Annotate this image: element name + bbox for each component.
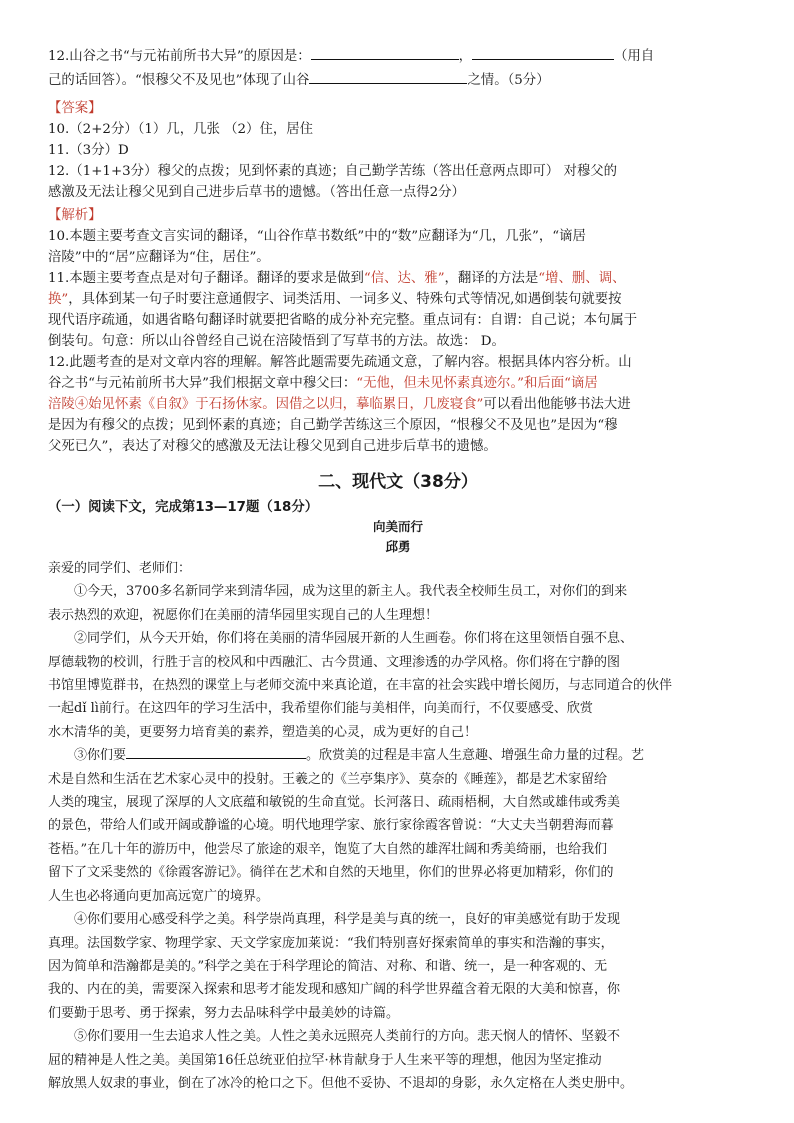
article-greeting: 亲爱的同学们、老师们： (48, 561, 192, 576)
article-body (48, 557, 748, 1095)
para-4-line3: 因为简单和浩瀚都是美的。”科学之美在于科学理论的简洁、对称、和谐、统一，是一种客观的、无 (48, 958, 608, 974)
para-2-line2: 厚德载物的校训，行胜于言的校风和中西融汇、古今贯通、文理渗透的办学风格。你们将在宁静的图 (48, 654, 621, 670)
para-3-line2: 术是自然和生活在艺术家心灵中的投射。王羲之的《兰亭集序》、莫奈的《睡莲》，都是艺术家留给 (48, 771, 608, 787)
section-title: 二、现代文（38分） (318, 472, 478, 492)
para-3-line5: 苍梧。”在几十年的游历中，他尝尽了旅途的艰辛，饱览了大自然的雄浑壮阔和秀美绮丽，也给我们 (48, 841, 608, 857)
para-3-line1: ③你们要 。欣赏美的过程是丰富人生意趣、增强生命力量的过程。艺 (48, 744, 748, 767)
analysis-11-line4: 倒装句。句意：所以山谷曾经自己说在涪陵悟到了写草书的方法。故选： D。 (48, 334, 505, 349)
answer-section (48, 98, 748, 203)
analysis-10-line1: 10.本题主要考查文言实词的翻译，“山谷作草书数纸”中的“数”应翻译为“几，几张”，“谪居 (48, 229, 586, 244)
para-5-line3: 解放黑人奴隶的事业，倒在了冰冷的枪口之下。但他不妥协、不退却的身影，永久定格在人类史册中。 (48, 1075, 634, 1091)
para-3-line3: 人类的瑰宝，展现了深厚的人文底蕴和敏锐的生命直觉。长河落日、疏雨梧桐，大自然或雄伟或秀美 (48, 795, 621, 811)
analysis-12-line3: 涪陵④始见怀素《自叙》于石扬休家。因借之以归，摹临累日，几废寝食”可以看出他能够书法大进 (48, 397, 631, 412)
answer-11: 11.（3分）D (48, 143, 129, 158)
article-title: 向美而行 (372, 519, 423, 534)
para-1-line1: ①今天，3700多名新同学来到清华园，成为这里的新主人。我代表全校师生员工，对你们的到来 (74, 584, 628, 600)
answer-10: 10.（2+2分）（1）几，几张 （2）住，居住 (48, 122, 314, 137)
para-3-line7: 人生也必将通向更加高远宽广的境界。 (48, 888, 270, 904)
answer-12-line1: 12.（1+1+3分）穆父的点拨；见到怀素的真迹；自己勤学苦练（答出任意两点即可） 对穆父的 (48, 164, 618, 179)
analysis-12-line5: 父死已久”，表达了对穆父的感激及无法让穆父见到自己进步后草书的遗憾。 (48, 439, 497, 454)
analysis-tag: 【解析】 (48, 208, 102, 223)
para-3-line6: 留下了文采斐然的《徐霞客游记》。徜徉在艺术和自然的天地里，你们的世界必将更加精彩，你们的 (48, 865, 614, 881)
question-12-line2: 己的话回答）。“恨穆父不及见也”体现了山谷 之情。（5分） (48, 68, 748, 92)
para-4-line4: 我的、内在的美，需要深入探索和思考才能发现和感知广阔的科学世界蕴含着无限的大美和惊喜，你 (48, 982, 621, 998)
answer-blank-1[interactable] (311, 44, 459, 60)
article-fill-blank[interactable] (126, 744, 306, 759)
analysis-11-line3: 现代语序疏通，如遇省略句翻译时就要把省略的成分补充完整。重点词有：自谓：自己说；本句属于 (48, 313, 638, 328)
analysis-12-line2: 谷之书“与元祐前所书大异”我们根据文章中穆父曰：“无他，但未见怀素真迹尔。”和后面“谪居 (48, 376, 598, 391)
para-2-line5: 水木清华的美，更要努力培育美的素养，塑造美的心灵，成为更好的自己！ (48, 724, 478, 740)
para-2-line1: ②同学们，从今天开始，你们将在美丽的清华园展开新的人生画卷。你们将在这里领悟自强不息、 (74, 631, 634, 647)
para-2-line4: 一起dǐ lì前行。在这四年的学习生活中，我希望你们能与美相伴，向美而行，不仅要感受、欣赏 (48, 701, 593, 717)
document-page (48, 44, 748, 1095)
analysis-section (48, 205, 748, 457)
para-4-line1: ④你们要用心感受科学之美。科学崇尚真理，科学是美与真的统一，良好的审美感觉有助于发现 (74, 912, 621, 928)
para-5-line1: ⑤你们要用一生去追求人性之美。人性之美永远照亮人类前行的方向。悲天悯人的情怀、坚毅不 (74, 1029, 621, 1045)
para-4-line5: 们要勤于思考、勇于探索，努力去品味科学中最美妙的诗篇。 (48, 1005, 400, 1021)
para-1-line2: 表示热烈的欢迎，祝愿你们在美丽的清华园里实现自己的人生理想！ (48, 607, 439, 623)
analysis-11-line1: 11.本题主要考查点是对句子翻译。翻译的要求是做到“信、达、雅”，翻译的方法是“增、删、调、 (48, 271, 626, 286)
question-12-line1: 12.山谷之书“与元祐前所书大异”的原因是： ， （用自 (48, 44, 748, 68)
para-3-line4: 的景色，带给人们或开阔或静谧的心境。明代地理学家、旅行家徐霞客曾说：“大丈夫当朝碧海而暮 (48, 818, 614, 834)
answer-tag: 【答案】 (48, 101, 102, 116)
answer-12-line2: 感激及无法让穆父见到自己进步后草书的遗憾。（答出任意一点得2分） (48, 185, 465, 200)
para-5-line2: 屈的精神是人性之美。美国第16任总统亚伯拉罕·林肯献身于人生来平等的理想，他因为坚定推动 (48, 1052, 602, 1068)
answer-blank-3[interactable] (309, 68, 467, 84)
article-author: 邱勇 (385, 539, 411, 554)
analysis-10-line2: 涪陵”中的“居”应翻译为“住，居住”。 (48, 250, 270, 265)
para-2-line3: 书馆里博览群书，在热烈的课堂上与老师交流中来真论道，在丰富的社会实践中增长阅历，与志同道合的伙伴 (48, 678, 673, 694)
subsection-title: （一）阅读下文，完成第13—17题（18分） (48, 500, 319, 515)
analysis-12-line1: 12.此题考查的是对文章内容的理解。解答此题需要先疏通文意，了解内容。根据具体内容分析。山 (48, 355, 632, 370)
analysis-11-line2: 换”，具体到某一句子时要注意通假字、词类活用、一词多义、特殊句式等情况,如遇倒装句就要按 (48, 292, 622, 307)
analysis-12-line4: 是因为有穆父的点拨；见到怀素的真迹；自己勤学苦练这三个原因，“恨穆父不及见也”是因为“穆 (48, 418, 618, 433)
answer-blank-2[interactable] (472, 44, 614, 60)
para-4-line2: 真理。法国数学家、物理学家、天文学家庞加莱说：“我们特别喜好探索简单的事实和浩瀚的事实， (48, 935, 614, 951)
